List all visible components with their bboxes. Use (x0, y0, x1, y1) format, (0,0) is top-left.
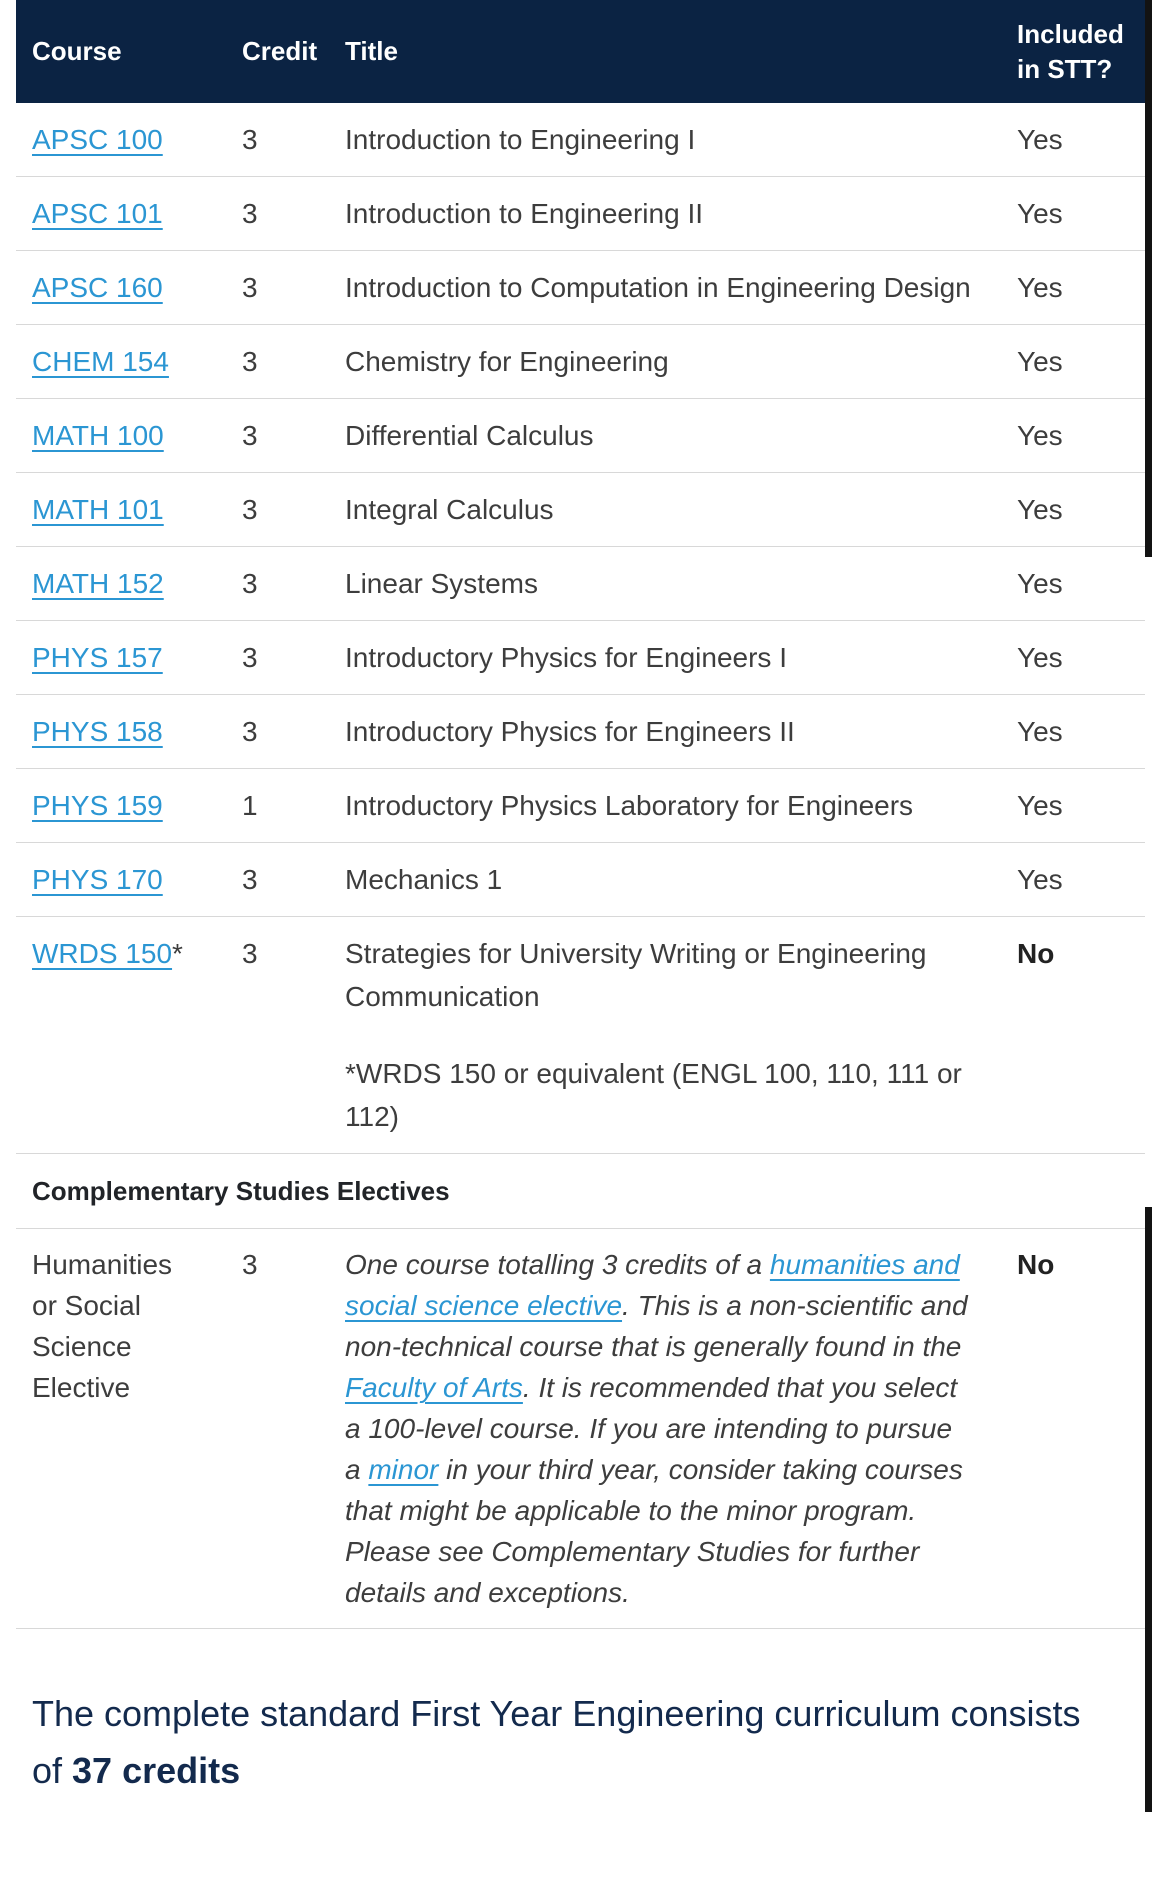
title-cell: Linear Systems (345, 568, 538, 599)
stt-cell: Yes (1017, 420, 1063, 451)
course-link-phys-159[interactable]: PHYS 159 (32, 790, 163, 821)
minor-link[interactable]: minor (368, 1454, 439, 1485)
credit-cell: 1 (242, 790, 258, 821)
table-header-row (16, 0, 1145, 103)
title-cell (329, 932, 1001, 1138)
header-included-line2: in STT? (1017, 53, 1113, 84)
credit-cell: 3 (242, 124, 258, 155)
course-link-math-101[interactable]: MATH 101 (32, 494, 164, 525)
elective-desc-text: . This is a non-scientific and non-technical course that is generally found in the (345, 1290, 968, 1362)
title-cell: Introductory Physics for Engineers II (345, 716, 795, 747)
table-row (16, 103, 1145, 177)
humanities-social-science-elective-link[interactable]: humanities and social science elective (345, 1249, 960, 1321)
summary-line1: The complete standard First Year Engineering curriculum consists (32, 1693, 1081, 1734)
course-link-phys-158[interactable]: PHYS 158 (32, 716, 163, 747)
scrollbar-thumb[interactable] (1145, 1207, 1152, 1812)
table-row (16, 621, 1145, 695)
stt-cell: Yes (1017, 642, 1063, 673)
faculty-of-arts-link[interactable]: Faculty of Arts (345, 1372, 523, 1403)
stt-cell: Yes (1017, 346, 1063, 377)
curriculum-summary (16, 1685, 1145, 1799)
table-row (16, 917, 1145, 1154)
title-cell: Differential Calculus (345, 420, 594, 451)
stt-cell: Yes (1017, 124, 1063, 155)
title-cell: Introduction to Engineering II (345, 198, 704, 229)
table-row (16, 695, 1145, 769)
credit-cell: 3 (242, 272, 258, 303)
summary-line2: of 37 credits (32, 1750, 241, 1791)
title-cell: Introductory Physics Laboratory for Engineers (345, 790, 914, 821)
table-row (16, 325, 1145, 399)
elective-desc-text: in your third year, consider taking courses that might be applicable to the minor program. Please see Complementary Studies for further details and exceptions. (345, 1454, 963, 1608)
title-cell: Introduction to Computation in Engineering Design (345, 272, 971, 303)
course-link-chem-154[interactable]: CHEM 154 (32, 346, 169, 377)
table-row-elective (16, 1229, 1145, 1629)
credit-cell: 3 (242, 346, 258, 377)
elective-description-cell (329, 1244, 1001, 1613)
stt-cell: No (1017, 1249, 1055, 1280)
course-link-apsc-100[interactable]: APSC 100 (32, 124, 163, 155)
header-course: Course (32, 36, 122, 66)
course-link-apsc-160[interactable]: APSC 160 (32, 272, 163, 303)
stt-cell: Yes (1017, 568, 1063, 599)
course-link-phys-157[interactable]: PHYS 157 (32, 642, 163, 673)
stt-cell: Yes (1017, 272, 1063, 303)
header-title: Title (345, 36, 398, 66)
title-cell: Integral Calculus (345, 494, 554, 525)
credit-cell: 3 (242, 642, 258, 673)
title-cell: Mechanics 1 (345, 864, 503, 895)
stt-cell: Yes (1017, 198, 1063, 229)
credit-cell: 3 (242, 420, 258, 451)
scrollbar-thumb[interactable] (1145, 0, 1152, 557)
table-row (16, 177, 1145, 251)
elective-desc-text: One course totalling 3 credits of a (345, 1249, 770, 1280)
table-row (16, 251, 1145, 325)
course-link-apsc-101[interactable]: APSC 101 (32, 198, 163, 229)
title-cell: Chemistry for Engineering (345, 346, 669, 377)
credit-cell: 3 (242, 864, 258, 895)
course-title-text: Strategies for University Writing or Engineering Communication (345, 938, 927, 1012)
table-row (16, 399, 1145, 473)
header-included-in-stt (1001, 17, 1145, 87)
stt-cell: Yes (1017, 864, 1063, 895)
course-link-phys-170[interactable]: PHYS 170 (32, 864, 163, 895)
course-link-math-152[interactable]: MATH 152 (32, 568, 164, 599)
total-credits-value: 37 credits (72, 1750, 241, 1791)
elective-desc-text: . It is recommended that you select a 100-level course. If you are intending to pursue a (345, 1372, 958, 1485)
credit-cell: 3 (242, 938, 258, 969)
stt-cell: Yes (1017, 716, 1063, 747)
section-heading-complementary-studies: Complementary Studies Electives (16, 1154, 1145, 1229)
course-link-math-100[interactable]: MATH 100 (32, 420, 164, 451)
elective-course-name: Humanities or Social Science Elective (32, 1249, 173, 1403)
header-credit: Credit (242, 36, 318, 66)
stt-cell: No (1017, 938, 1055, 969)
title-cell: Introduction to Engineering I (345, 124, 696, 155)
credit-cell: 3 (242, 1249, 258, 1280)
stt-cell: Yes (1017, 790, 1063, 821)
course-asterisk: * (172, 938, 183, 969)
title-cell: Introductory Physics for Engineers I (345, 642, 787, 673)
credit-cell: 3 (242, 198, 258, 229)
curriculum-table (16, 0, 1145, 1799)
credit-cell: 3 (242, 716, 258, 747)
wrds-equivalent-note: *WRDS 150 or equivalent (ENGL 100, 110, 111 or 112) (345, 1058, 962, 1132)
credit-cell: 3 (242, 494, 258, 525)
stt-cell: Yes (1017, 494, 1063, 525)
table-row (16, 547, 1145, 621)
table-row (16, 843, 1145, 917)
course-link-wrds-150[interactable]: WRDS 150 (32, 938, 173, 969)
table-row (16, 473, 1145, 547)
header-included-line1: Included (1017, 18, 1124, 49)
credit-cell: 3 (242, 568, 258, 599)
table-row (16, 769, 1145, 843)
